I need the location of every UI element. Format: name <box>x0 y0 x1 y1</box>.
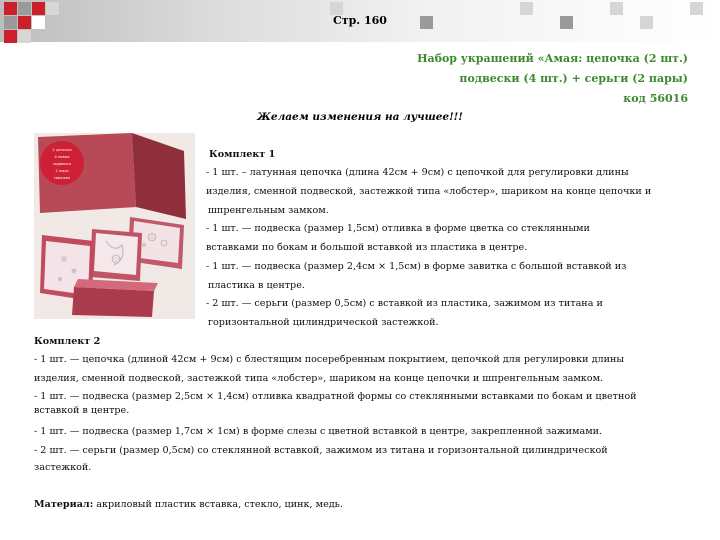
set2-line-3: - 1 шт. — подвеска (размер 2,5см × 1,4см) отливка квадратной формы со стеклянными вставками по бокам и цветной <box>34 391 637 402</box>
set2-line-2: изделия, сменной подвеской, застежкой типа «лобстер», шариком на конце цепочки и шпренгельным замком. <box>34 373 604 384</box>
badge-line-1: 2 цепочки <box>52 148 72 152</box>
badge-line-2: 4 новых <box>54 155 70 159</box>
set1-heading: Комплект 1 <box>209 149 276 160</box>
material-line <box>34 499 343 511</box>
product-title-line-2: подвески (4 шт.) + серьги (2 пары) <box>459 72 688 85</box>
set1-line-2: изделия, сменной подвеской, застежкой типа «лобстер», шариком на конце цепочки и <box>206 186 652 197</box>
motto: Желаем изменения на лучшее!!! <box>257 111 463 123</box>
set1-line-8: - 2 шт. — серьги (размер 0,5см) с вставкой из пластика, зажимом из титана и <box>206 298 603 309</box>
set2-line-6: - 2 шт. — серьги (размер 0,5см) со стеклянной вставкой, зажимом из титана и горизонтальной цилиндрической <box>34 445 608 456</box>
set1-line-3: шпренгельным замком. <box>208 205 329 216</box>
set2-line-4: вставкой в центре. <box>34 405 130 416</box>
set1-line-7: пластика в центре. <box>208 280 305 291</box>
badge-line-5: сережек <box>53 176 71 180</box>
material-value: акриловый пластик вставка, стекло, цинк, медь. <box>93 499 343 510</box>
set2-heading: Комплект 2 <box>34 336 101 347</box>
jewelry-box-illustration <box>34 133 195 319</box>
set1-line-1: - 1 шт. – латунная цепочка (длина 42см + 9см) с цепочкой для регулировки длины <box>206 167 629 178</box>
set1-line-5: вставками по бокам и большой вставкой из пластика в центре. <box>206 242 528 253</box>
set2-line-1: - 1 шт. — цепочка (длиной 42см + 9см) с блестящим посеребренным покрытием, цепочкой для регулировки длины <box>34 354 625 365</box>
page-number: Стр. 160 <box>333 14 387 27</box>
set1-line-4: - 1 шт. — подвеска (размер 1,5см) отливка в форме цветка со стеклянными <box>206 223 590 234</box>
product-title-line-1: Набор украшений «Амая: цепочка (2 шт.) <box>417 52 688 65</box>
material-label: Материал: <box>34 499 94 510</box>
product-code: код 56016 <box>623 92 688 105</box>
product-photo <box>34 133 195 319</box>
set2-line-7: застежкой. <box>34 462 92 473</box>
set1-line-6: - 1 шт. — подвеска (размер 2,4см × 1,5см) в форме завитка с большой вставкой из <box>206 261 627 272</box>
set1-line-9: горизонтальной цилиндрической застежкой. <box>208 317 439 328</box>
badge-line-4: 2 пары <box>55 169 69 173</box>
set2-line-5: - 1 шт. — подвеска (размер 1,7см × 1см) в форме слезы с цветной вставкой в центре, закрепленной зажимами. <box>34 426 603 437</box>
badge-line-3: подвески <box>53 162 71 166</box>
